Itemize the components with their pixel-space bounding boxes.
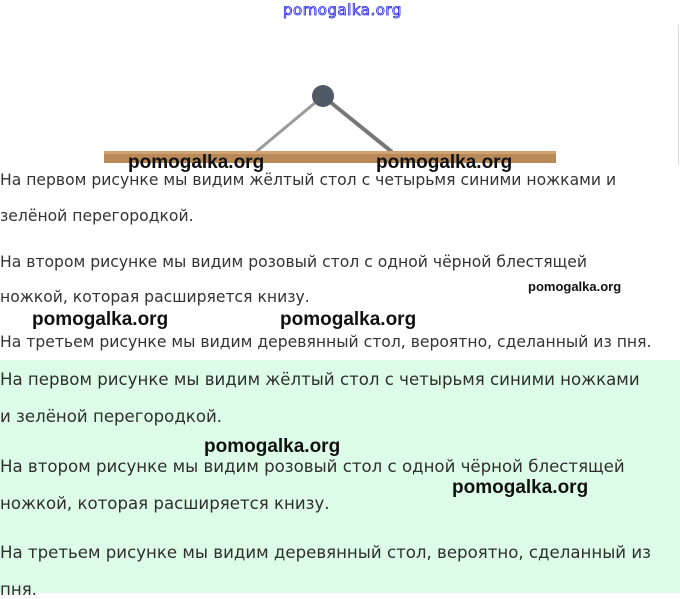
answer-line-2: и зелёной перегородкой.: [0, 407, 223, 426]
table-illustration: [0, 0, 680, 173]
answer-line-6: пня.: [0, 580, 37, 599]
watermark-label: pomogalka.org: [452, 477, 589, 498]
question-line-5: На третьем рисунке мы видим деревянный стол, вероятно, сделанный из пня.: [0, 333, 652, 351]
watermark-label: pomogalka.org: [280, 309, 417, 330]
header-watermark: pomogalka.org: [283, 1, 402, 19]
answer-line-1: На первом рисунке мы видим жёлтый стол с четырьмя синими ножками: [0, 370, 640, 389]
watermark-label: pomogalka.org: [128, 152, 265, 173]
watermark-label: pomogalka.org: [32, 309, 169, 330]
answer-line-4: ножкой, которая расширяется книзу.: [0, 494, 330, 513]
watermark-label: pomogalka.org: [204, 436, 341, 457]
answer-line-5: На третьем рисунке мы видим деревянный стол, вероятно, сделанный из: [0, 543, 651, 562]
table-knob: [312, 85, 334, 107]
question-line-1: На первом рисунке мы видим жёлтый стол с четырьмя синими ножками и: [0, 171, 617, 189]
answer-line-3: На втором рисунке мы видим розовый стол с одной чёрной блестящей: [0, 457, 625, 476]
question-line-3: На втором рисунке мы видим розовый стол с одной чёрной блестящей: [0, 253, 588, 271]
question-line-2: зелёной перегородкой.: [0, 207, 194, 225]
question-line-4: ножкой, которая расширяется книзу.: [0, 288, 310, 306]
watermark-label: pomogalka.org: [376, 152, 513, 173]
table-leg-right: [324, 97, 392, 152]
table-leg-left: [256, 97, 322, 152]
watermark-label: pomogalka.org: [528, 279, 622, 294]
page-edge-line: [678, 25, 679, 165]
